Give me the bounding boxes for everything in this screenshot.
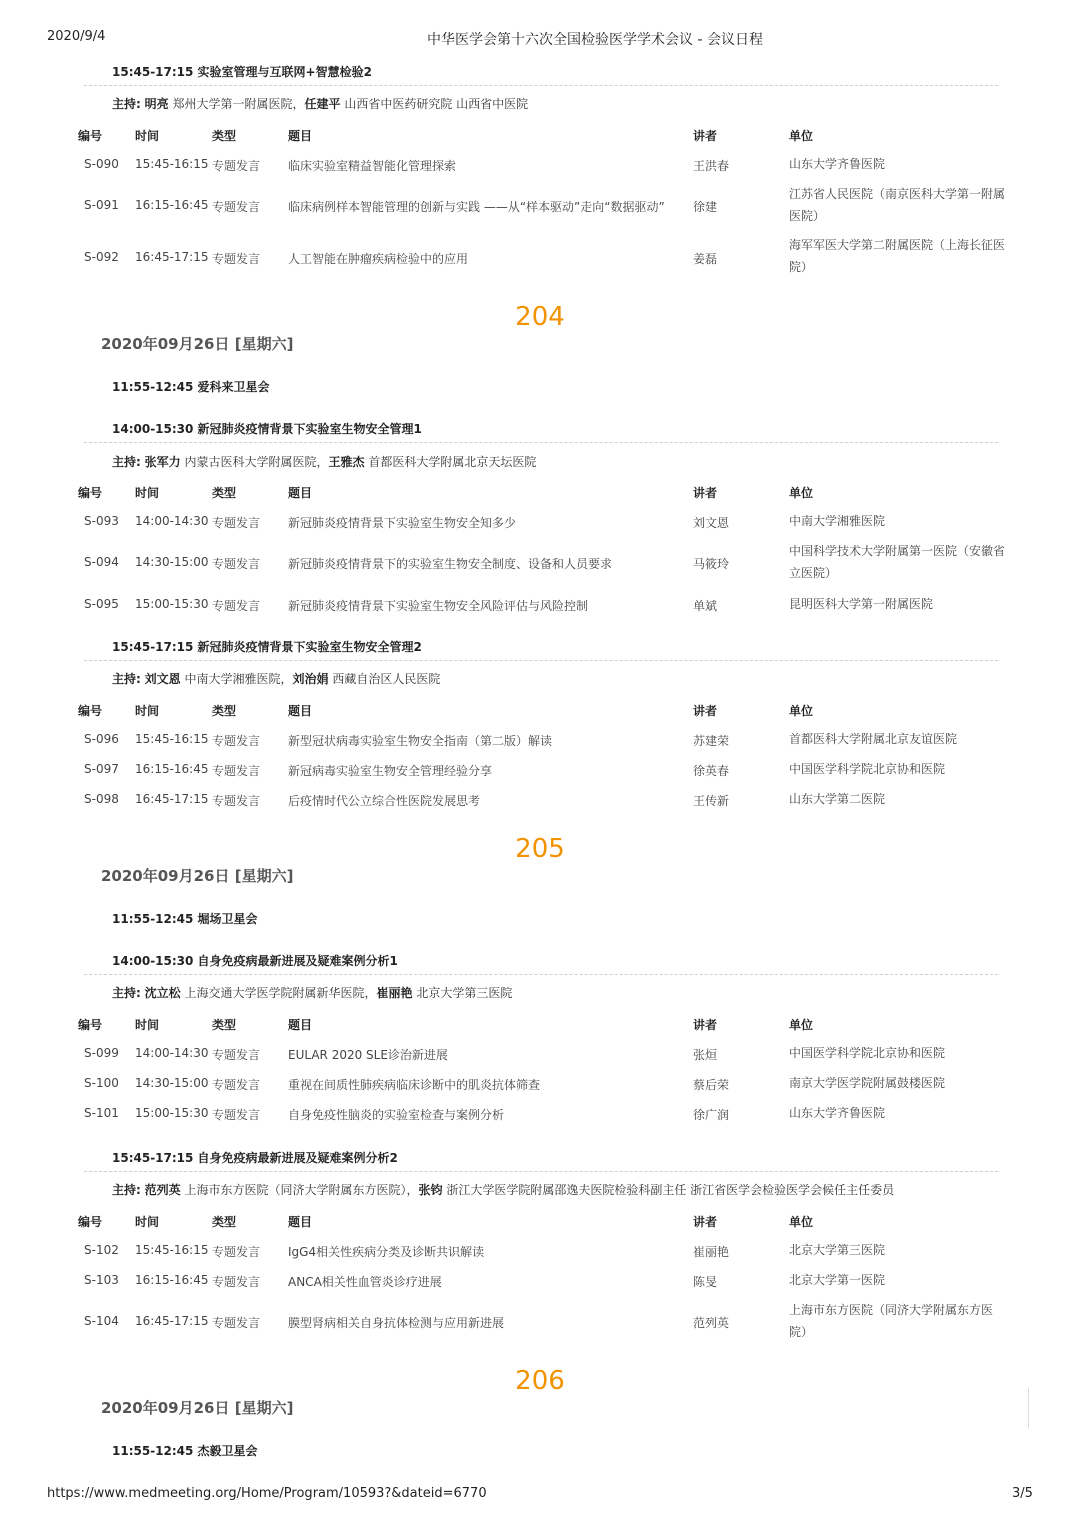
talk-time: 15:00-15:30 [135, 1106, 209, 1120]
divider [84, 974, 998, 975]
talk-no: S-097 [84, 762, 119, 776]
talk-unit: 海军军医大学第二附属医院（上海长征医院） [789, 238, 1006, 274]
talk-no: S-093 [84, 514, 119, 528]
col-unit: 单位 [789, 704, 814, 718]
talk-type: 专题发言 [212, 794, 261, 808]
talk-time: 16:15-16:45 [135, 1273, 209, 1287]
talk-speaker: 徐英春 [693, 764, 730, 778]
talk-unit: 中国科学技术大学附属第一医院（安徽省立医院） [789, 544, 1006, 580]
talk-time: 16:45-17:15 [135, 1314, 209, 1328]
talk-topic: 自身免疫性脑炎的实验室检查与案例分析 [288, 1108, 505, 1122]
col-no: 编号 [78, 129, 103, 143]
print-date: 2020/9/4 [47, 29, 106, 44]
day-header: 2020年09月26日 [星期六] [101, 1399, 294, 1417]
talk-speaker: 王传新 [693, 794, 730, 808]
col-type: 类型 [212, 704, 237, 718]
col-unit: 单位 [789, 486, 814, 500]
talk-no: S-095 [84, 597, 119, 611]
talk-time: 14:30-15:00 [135, 555, 209, 569]
satellite-session: 11:55-12:45 堀场卫星会 [112, 912, 258, 926]
talk-no: S-096 [84, 732, 119, 746]
session-title: 14:00-15:30 自身免疫病最新进展及疑难案例分析1 [112, 954, 398, 968]
talk-no: S-102 [84, 1243, 119, 1257]
day-header: 2020年09月26日 [星期六] [101, 867, 294, 885]
talk-topic: 新冠肺炎疫情背景下的实验室生物安全制度、设备和人员要求 [288, 557, 613, 571]
col-type: 类型 [212, 1018, 237, 1032]
col-unit: 单位 [789, 129, 814, 143]
talk-type: 专题发言 [212, 1108, 261, 1122]
talk-type: 专题发言 [212, 252, 261, 266]
col-type: 类型 [212, 486, 237, 500]
talk-topic: ANCA相关性血管炎诊疗进展 [288, 1275, 442, 1289]
talk-no: S-090 [84, 157, 119, 171]
talk-speaker: 姜磊 [693, 252, 718, 266]
divider [84, 660, 998, 661]
room-number: 204 [515, 302, 565, 332]
talk-no: S-092 [84, 250, 119, 264]
talk-topic: EULAR 2020 SLE诊治新进展 [288, 1048, 448, 1062]
talk-speaker: 苏建荣 [693, 734, 730, 748]
talk-unit: 昆明医科大学第一附属医院 [789, 597, 934, 611]
talk-unit: 江苏省人民医院（南京医科大学第一附属医院） [789, 187, 1006, 223]
talk-type: 专题发言 [212, 1275, 261, 1289]
talk-type: 专题发言 [212, 1078, 261, 1092]
talk-time: 16:45-17:15 [135, 250, 209, 264]
col-speaker: 讲者 [693, 486, 718, 500]
room-number: 205 [515, 834, 565, 864]
session-title: 15:45-17:15 新冠肺炎疫情背景下实验室生物安全管理2 [112, 640, 422, 654]
session-hosts: 主持: 沈立松 上海交通大学医学院附属新华医院，崔丽艳 北京大学第三医院 [112, 986, 513, 1000]
talk-unit: 首都医科大学附属北京友谊医院 [789, 732, 958, 746]
talk-topic: 新型冠状病毒实验室生物安全指南（第二版）解读 [288, 734, 553, 748]
talk-topic: 膜型肾病相关自身抗体检测与应用新进展 [288, 1316, 505, 1330]
talk-topic: 后疫情时代公立综合性医院发展思考 [288, 794, 481, 808]
session-title: 15:45-17:15 自身免疫病最新进展及疑难案例分析2 [112, 1151, 398, 1165]
talk-topic: 新冠肺炎疫情背景下实验室生物安全知多少 [288, 516, 517, 530]
talk-type: 专题发言 [212, 599, 261, 613]
talk-speaker: 徐建 [693, 200, 718, 214]
col-type: 类型 [212, 129, 237, 143]
col-no: 编号 [78, 1018, 103, 1032]
session-hosts: 主持: 刘文恩 中南大学湘雅医院，刘治娟 西藏自治区人民医院 [112, 672, 441, 686]
talk-no: S-099 [84, 1046, 119, 1060]
col-time: 时间 [135, 704, 160, 718]
col-no: 编号 [78, 704, 103, 718]
talk-type: 专题发言 [212, 1316, 261, 1330]
talk-no: S-104 [84, 1314, 119, 1328]
talk-unit: 中南大学湘雅医院 [789, 514, 886, 528]
page-number: 3/5 [1012, 1486, 1033, 1501]
col-speaker: 讲者 [693, 1215, 718, 1229]
col-type: 类型 [212, 1215, 237, 1229]
talk-speaker: 马筱玲 [693, 557, 730, 571]
talk-time: 15:45-16:15 [135, 157, 209, 171]
talk-type: 专题发言 [212, 516, 261, 530]
talk-speaker: 王洪春 [693, 159, 730, 173]
talk-no: S-094 [84, 555, 119, 569]
col-speaker: 讲者 [693, 129, 718, 143]
col-topic: 题目 [288, 704, 313, 718]
session-title: 15:45-17:15 实验室管理与互联网+智慧检验2 [112, 65, 372, 79]
talk-speaker: 刘文恩 [693, 516, 730, 530]
talk-time: 16:15-16:45 [135, 762, 209, 776]
talk-unit: 北京大学第一医院 [789, 1273, 886, 1287]
col-speaker: 讲者 [693, 1018, 718, 1032]
talk-time: 15:45-16:15 [135, 732, 209, 746]
col-topic: 题目 [288, 486, 313, 500]
col-speaker: 讲者 [693, 704, 718, 718]
talk-unit: 上海市东方医院（同济大学附属东方医院） [789, 1303, 994, 1339]
col-topic: 题目 [288, 1215, 313, 1229]
talk-unit: 南京大学医学院附属鼓楼医院 [789, 1076, 946, 1090]
talk-unit: 北京大学第三医院 [789, 1243, 886, 1257]
talk-type: 专题发言 [212, 764, 261, 778]
talk-speaker: 范列英 [693, 1316, 730, 1330]
talk-time: 14:30-15:00 [135, 1076, 209, 1090]
session-hosts: 主持: 张军力 内蒙古医科大学附属医院，王雅杰 首都医科大学附属北京天坛医院 [112, 455, 537, 469]
talk-topic: 新冠肺炎疫情背景下实验室生物安全风险评估与风险控制 [288, 599, 589, 613]
col-topic: 题目 [288, 129, 313, 143]
col-time: 时间 [135, 486, 160, 500]
talk-time: 16:15-16:45 [135, 198, 209, 212]
talk-no: S-091 [84, 198, 119, 212]
talk-no: S-100 [84, 1076, 119, 1090]
talk-topic: 人工智能在肿瘤疾病检验中的应用 [288, 252, 469, 266]
talk-unit: 中国医学科学院北京协和医院 [789, 762, 946, 776]
session-hosts: 主持: 范列英 上海市东方医院（同济大学附属东方医院），张钧 浙江大学医学院附属邵逸夫医院检验科副主任 浙江省医学会检验医学会候任主任委员 [112, 1183, 895, 1197]
talk-unit: 山东大学齐鲁医院 [789, 157, 886, 171]
source-url: https://www.medmeeting.org/Home/Program/10593?&dateid=6770 [47, 1486, 487, 1501]
room-number: 206 [515, 1366, 565, 1396]
talk-time: 16:45-17:15 [135, 792, 209, 806]
talk-topic: IgG4相关性疾病分类及诊断共识解读 [288, 1245, 485, 1259]
col-time: 时间 [135, 1215, 160, 1229]
satellite-session: 11:55-12:45 爱科来卫星会 [112, 380, 270, 394]
talk-no: S-103 [84, 1273, 119, 1287]
col-time: 时间 [135, 129, 160, 143]
talk-speaker: 蔡后荣 [693, 1078, 730, 1092]
talk-no: S-101 [84, 1106, 119, 1120]
talk-topic: 临床实验室精益智能化管理探索 [288, 159, 457, 173]
talk-speaker: 徐广润 [693, 1108, 730, 1122]
talk-type: 专题发言 [212, 200, 261, 214]
divider [84, 442, 998, 443]
talk-type: 专题发言 [212, 734, 261, 748]
talk-topic: 临床病例样本智能管理的创新与实践 ——从“样本驱动”走向“数据驱动” [288, 200, 665, 214]
talk-unit: 山东大学齐鲁医院 [789, 1106, 886, 1120]
talk-speaker: 单斌 [693, 599, 718, 613]
talk-speaker: 陈旻 [693, 1275, 718, 1289]
col-unit: 单位 [789, 1018, 814, 1032]
talk-topic: 重视在间质性肺疾病临床诊断中的肌炎抗体筛查 [288, 1078, 541, 1092]
talk-type: 专题发言 [212, 159, 261, 173]
talk-type: 专题发言 [212, 557, 261, 571]
document-title: 中华医学会第十六次全国检验医学学术会议 - 会议日程 [427, 32, 763, 48]
talk-speaker: 崔丽艳 [693, 1245, 730, 1259]
talk-topic: 新冠病毒实验室生物安全管理经验分享 [288, 764, 493, 778]
col-unit: 单位 [789, 1215, 814, 1229]
day-header: 2020年09月26日 [星期六] [101, 335, 294, 353]
talk-time: 14:00-14:30 [135, 514, 209, 528]
session-hosts: 主持: 明亮 郑州大学第一附属医院，任建平 山西省中医药研究院 山西省中医院 [112, 97, 529, 111]
talk-time: 15:00-15:30 [135, 597, 209, 611]
talk-type: 专题发言 [212, 1245, 261, 1259]
col-time: 时间 [135, 1018, 160, 1032]
talk-unit: 山东大学第二医院 [789, 792, 886, 806]
divider [84, 1171, 998, 1172]
talk-type: 专题发言 [212, 1048, 261, 1062]
talk-unit: 中国医学科学院北京协和医院 [789, 1046, 946, 1060]
satellite-session: 11:55-12:45 杰毅卫星会 [112, 1444, 258, 1458]
divider [84, 85, 998, 86]
talk-speaker: 张烜 [693, 1048, 718, 1062]
col-no: 编号 [78, 1215, 103, 1229]
col-topic: 题目 [288, 1018, 313, 1032]
talk-no: S-098 [84, 792, 119, 806]
talk-time: 15:45-16:15 [135, 1243, 209, 1257]
talk-time: 14:00-14:30 [135, 1046, 209, 1060]
col-no: 编号 [78, 486, 103, 500]
session-title: 14:00-15:30 新冠肺炎疫情背景下实验室生物安全管理1 [112, 422, 422, 436]
